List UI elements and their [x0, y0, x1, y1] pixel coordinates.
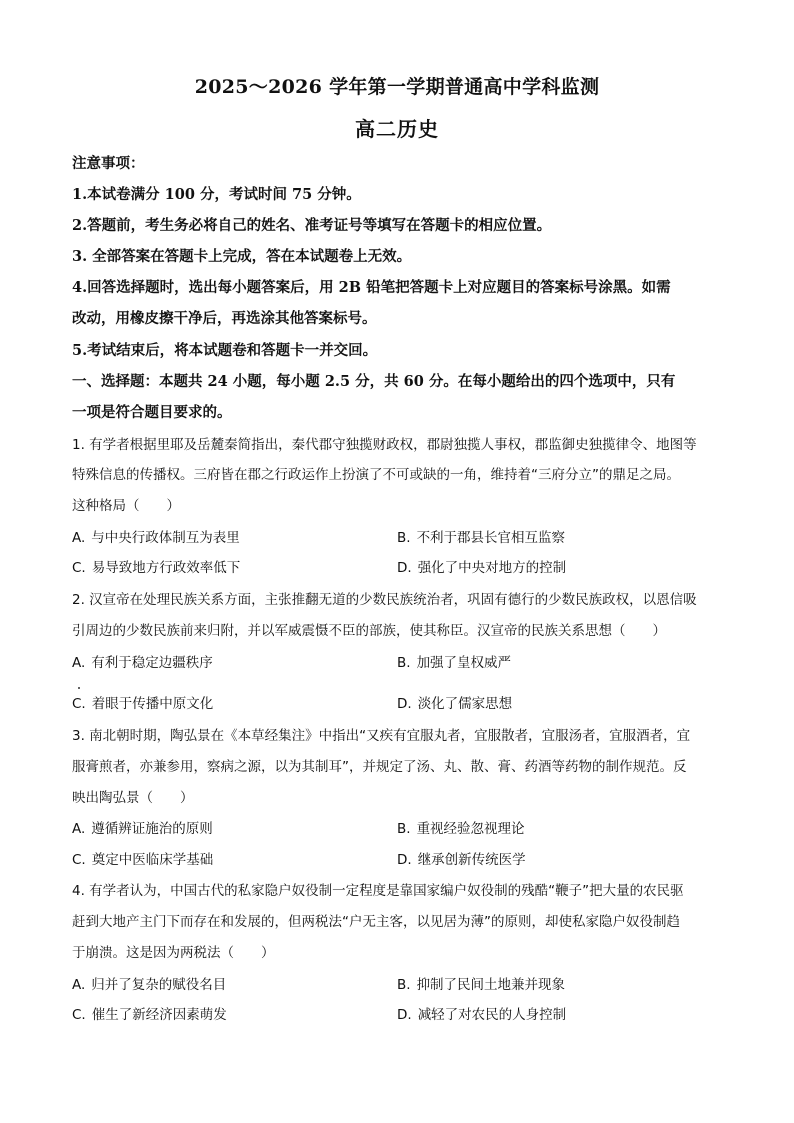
question-2-text: 2. 汉宣帝在处理民族关系方面，主张推翻无道的少数民族统治者，巩固有德行的少数民族政权，以恩信吸	[72, 592, 697, 608]
question-2-option-d: D. 淡化了儒家思想	[397, 696, 513, 712]
notice-item: 1.本试卷满分 100 分，考试时间 75 分钟。	[72, 186, 361, 203]
question-4-option-a: A. 归并了复杂的赋役名目	[72, 977, 227, 993]
question-3-option-c: C. 奠定中医临床学基础	[72, 852, 214, 868]
question-1-text: 1. 有学者根据里耶及岳麓秦简指出，秦代郡守独揽财政权，郡尉独揽人事权，郡监御史独揽律令、地图等	[72, 437, 697, 453]
question-1-text: 这种格局（ ）	[72, 498, 180, 514]
question-4-option-d: D. 减轻了对农民的人身控制	[397, 1007, 567, 1023]
question-3-option-a: A. 遵循辨证施治的原则	[72, 821, 213, 837]
question-4-option-b: B. 抑制了民间土地兼并现象	[397, 977, 566, 993]
question-2-option-c: C. 着眼于传播中原文化	[72, 696, 214, 712]
section-heading: 一、选择题：本题共 24 小题，每小题 2.5 分，共 60 分。在每小题给出的四个选项中，只有	[72, 373, 676, 390]
question-1-option-b: B. 不利于郡县长官相互监察	[397, 530, 566, 546]
exam-title: 2025～2026 学年第一学期普通高中学科监测	[194, 76, 600, 98]
question-4-text: 赶到大地产主门下而存在和发展的，但两税法“户无主客，以见居为薄”的原则，却使私家隐户奴役制趋	[72, 914, 680, 930]
question-1-option-d: D. 强化了中央对地方的控制	[397, 560, 567, 576]
question-3-option-b: B. 重视经验忽视理论	[397, 821, 525, 837]
question-4-text: 4. 有学者认为，中国古代的私家隐户奴役制一定程度是靠国家编户奴役制的残酷“鞭子”把大量的农民驱	[72, 883, 684, 899]
question-4-option-c: C. 催生了新经济因素萌发	[72, 1007, 227, 1023]
question-2-text: 引周边的少数民族前来归附，并以军威震慑不臣的部族，使其称臣。汉宣帝的民族关系思想（ ）	[72, 623, 666, 639]
notice-item: 5.考试结束后，将本试题卷和答题卡一并交回。	[72, 342, 378, 359]
question-1-text: 特殊信息的传播权。三府皆在郡之行政运作上扮演了不可或缺的一角，维持着“三府分立”的鼎足之局。	[72, 467, 680, 483]
question-2-option-a: A. 有利于稳定边疆秩序	[72, 655, 213, 671]
exam-subject: 高二历史	[355, 117, 439, 141]
notice-heading: 注意事项：	[72, 155, 145, 172]
notice-item: 4.回答选择题时，选出每小题答案后，用 2B 铅笔把答题卡上对应题目的答案标号涂黑。如需	[72, 279, 671, 296]
question-3-text: 3. 南北朝时期，陶弘景在《本草经集注》中指出“又疾有宜服丸者，宜服散者，宜服汤者，宜服酒者，宜	[72, 728, 691, 744]
notice-item: 改动，用橡皮擦干净后，再选涂其他答案标号。	[72, 310, 377, 327]
stray-mark	[78, 687, 80, 689]
question-1-option-a: A. 与中央行政体制互为表里	[72, 530, 240, 546]
question-4-text: 于崩溃。这是因为两税法（ ）	[72, 945, 275, 961]
question-3-option-d: D. 继承创新传统医学	[397, 852, 526, 868]
notice-item: 3. 全部答案在答题卡上完成，答在本试题卷上无效。	[72, 248, 412, 265]
question-3-text: 服膏煎者，亦兼参用，察病之源，以为其制耳”，并规定了汤、丸、散、膏、药酒等药物的制作规范。反	[72, 759, 687, 775]
question-2-option-b: B. 加强了皇权威严	[397, 655, 512, 671]
section-heading-cont: 一项是符合题目要求的。	[72, 404, 232, 421]
notice-item: 2.答题前，考生务必将自己的姓名、准考证号等填写在答题卡的相应位置。	[72, 217, 552, 234]
question-3-text: 映出陶弘景（ ）	[72, 790, 194, 806]
question-1-option-c: C. 易导致地方行政效率低下	[72, 560, 241, 576]
